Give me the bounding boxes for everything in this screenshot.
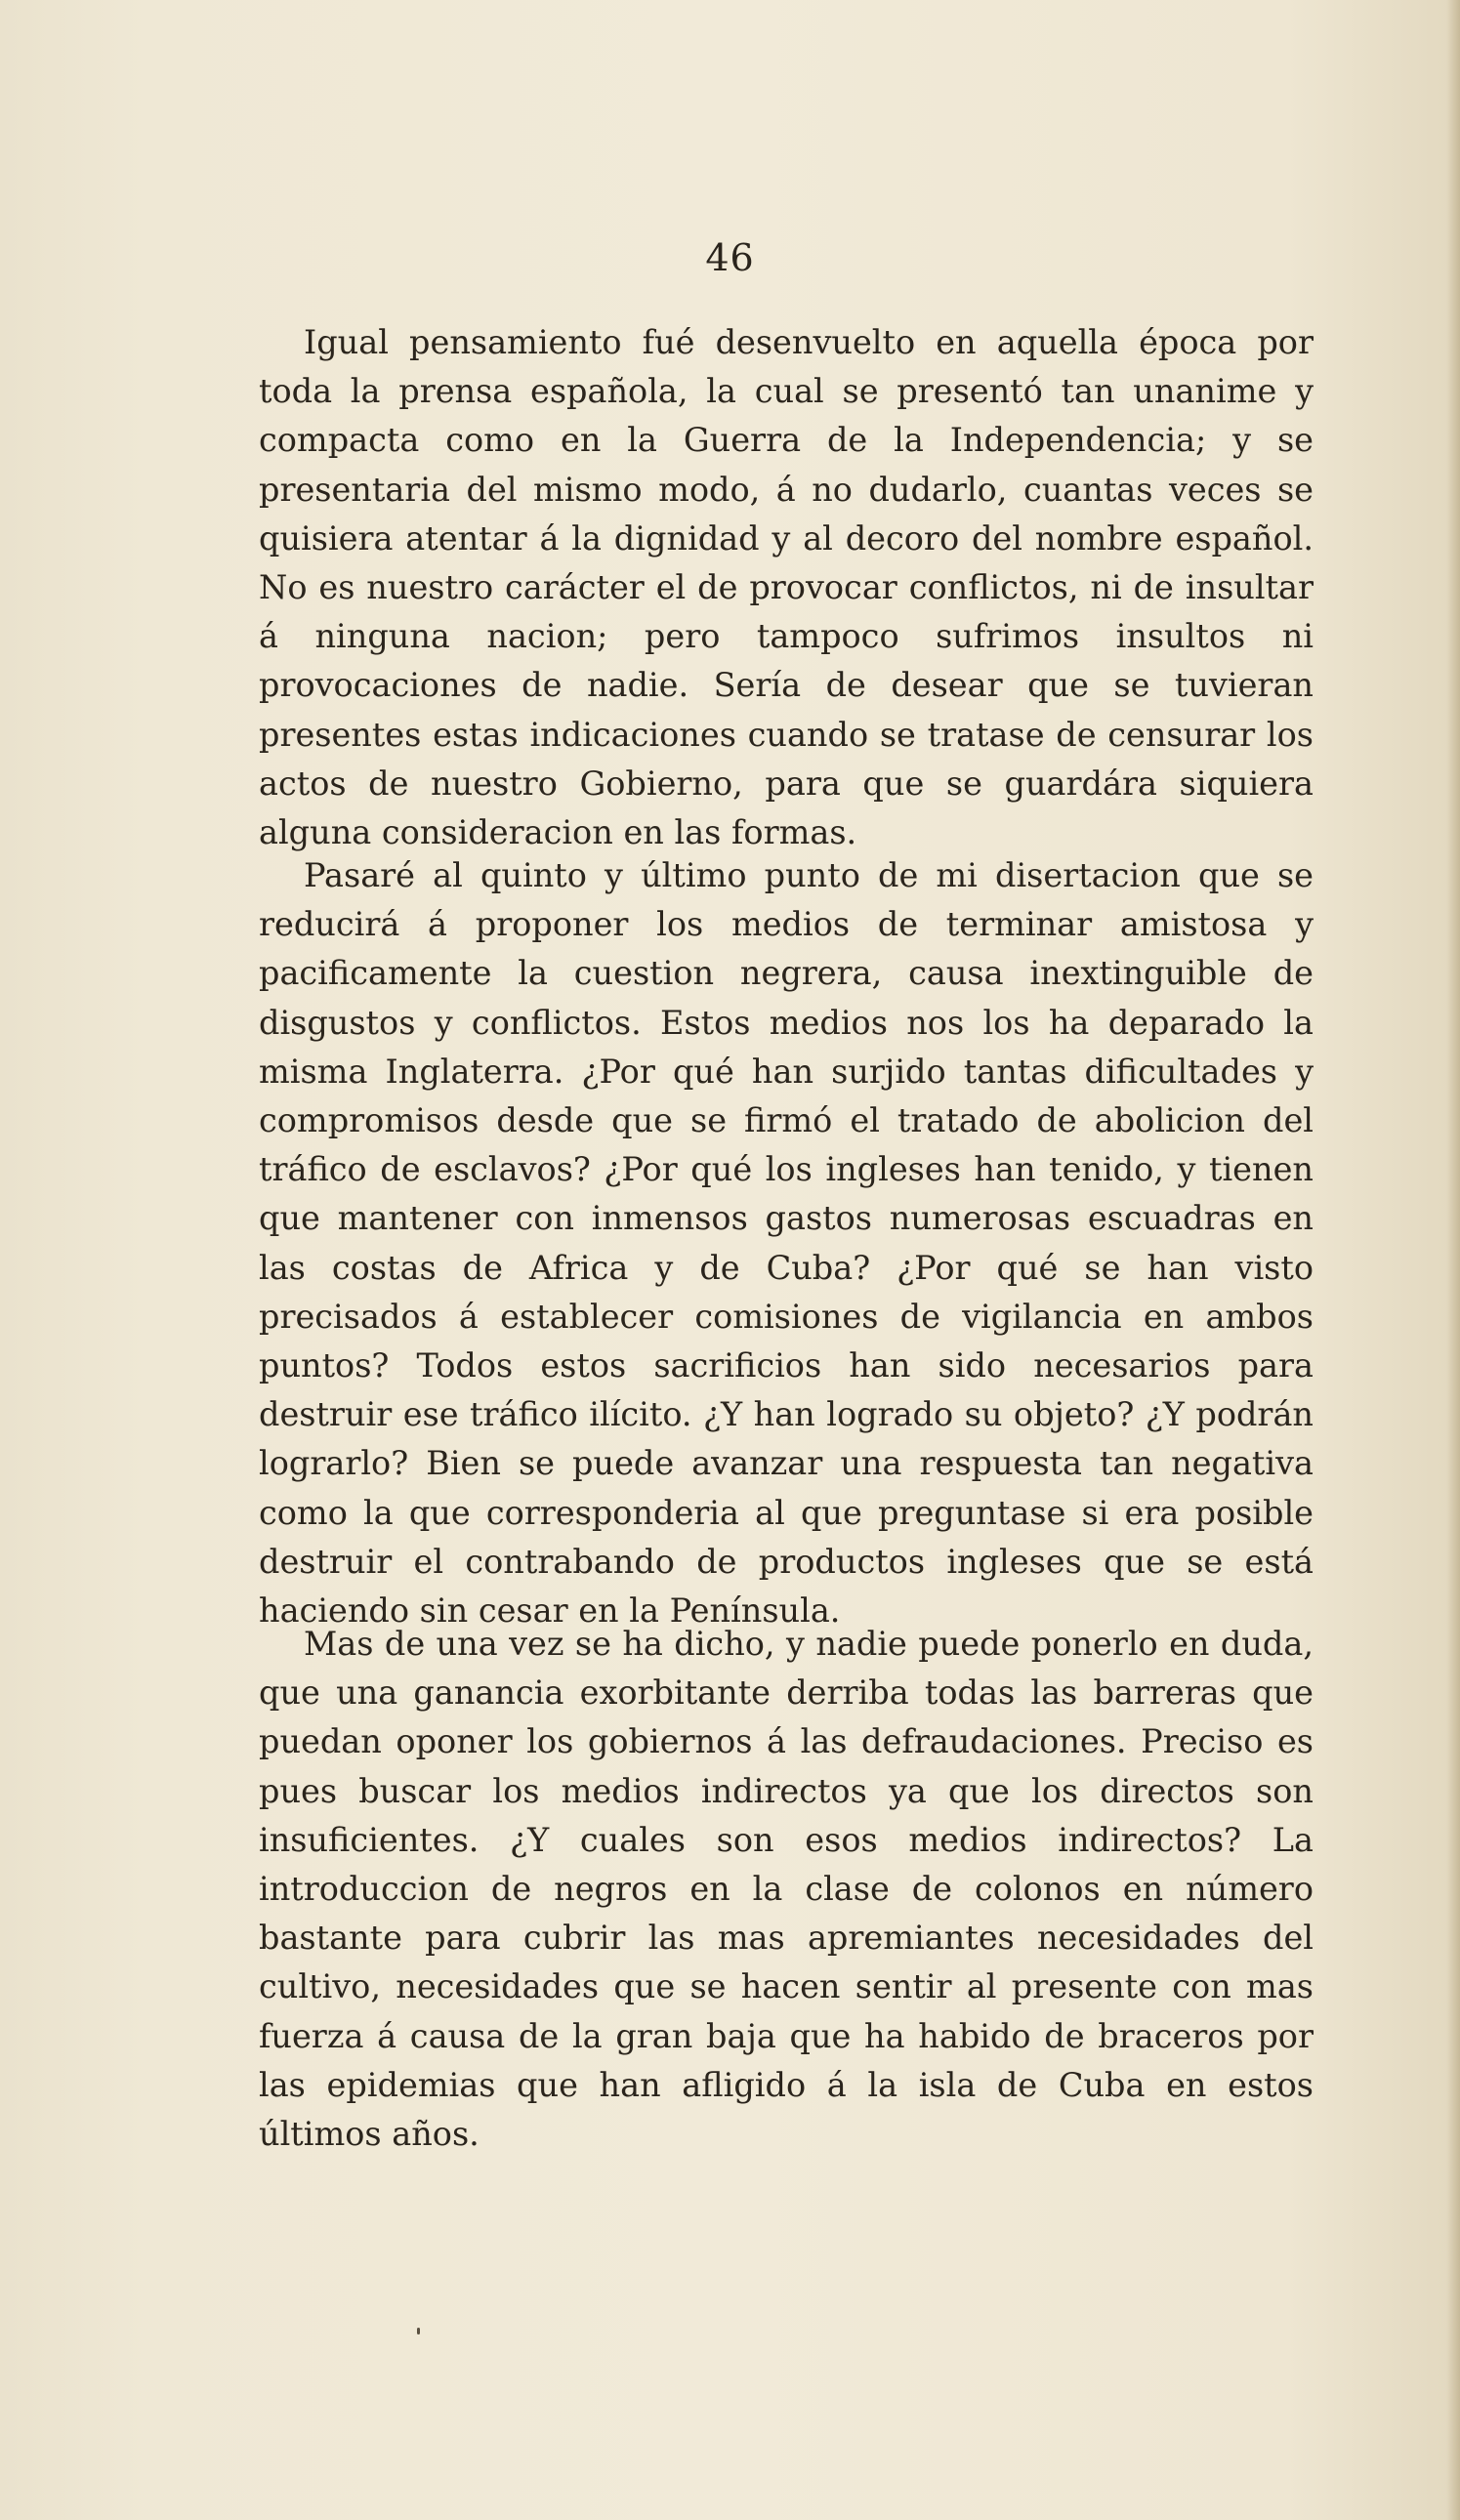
ink-speck — [417, 2328, 420, 2334]
paragraph-2: Pasaré al quinto y último punto de mi disertacion que se reducirá á proponer los medios de terminar amistosa y pacificamente la cuestion negrera, causa inextinguible de disgustos y conflictos. Estos medios nos los ha deparado la misma Inglaterra. ¿Por qué han surjido tantas dificultades y compromisos desde que se firmó el tratado de abolicion del tráfico de esclavos? ¿Por qué los ingleses han tenido, y tienen que mantener con inmensos gastos numerosas escuadras en las costas de Africa y de Cuba? ¿Por qué se han visto precisados á establecer comisiones de vigilancia en ambos puntos? Todos estos sacrificios han sido necesarios para destruir ese tráfico ilícito. ¿Y han logrado su objeto? ¿Y podrán lograrlo? Bien se puede avanzar una respuesta tan negativa como la que corresponderia al que preguntase si era posible destruir el contrabando de productos ingleses que se está haciendo sin cesar en la Península. — [259, 856, 1314, 1631]
page-number: 46 — [705, 236, 755, 279]
page-edge-shadow — [1446, 0, 1460, 2520]
paragraph-3: Mas de una vez se ha dicho, y nadie puede ponerlo en duda, que una ganancia exorbitante derriba todas las barreras que puedan oponer los gobiernos á las defraudaciones. Preciso es pues buscar los medios indirectos ya que los directos son insuficientes. ¿Y cuales son esos medios indirectos? La introduccion de negros en la clase de colonos en número bastante para cubrir las mas apremiantes necesidades del cultivo, necesidades que se hacen sentir al presente con mas fuerza á causa de la gran baja que ha habido de braceros por las epidemias que han afligido á la isla de Cuba en estos últimos años. — [259, 1625, 1314, 2154]
paragraph-1: Igual pensamiento fué desenvuelto en aquella época por toda la prensa española, la cual se presentó tan unanime y compacta como en la Guerra de la Independencia; y se presentaria del mismo modo, á no dudarlo, cuantas veces se quisiera atentar á la dignidad y al decoro del nombre español. No es nuestro carácter el de provocar conflictos, ni de insultar á ninguna nacion; pero tampoco sufrimos insultos ni provocaciones de nadie. Sería de desear que se tuvieran presentes estas indicaciones cuando se tratase de censurar los actos de nuestro Gobierno, para que se guardára siquiera alguna consideracion en las formas. — [259, 323, 1314, 852]
